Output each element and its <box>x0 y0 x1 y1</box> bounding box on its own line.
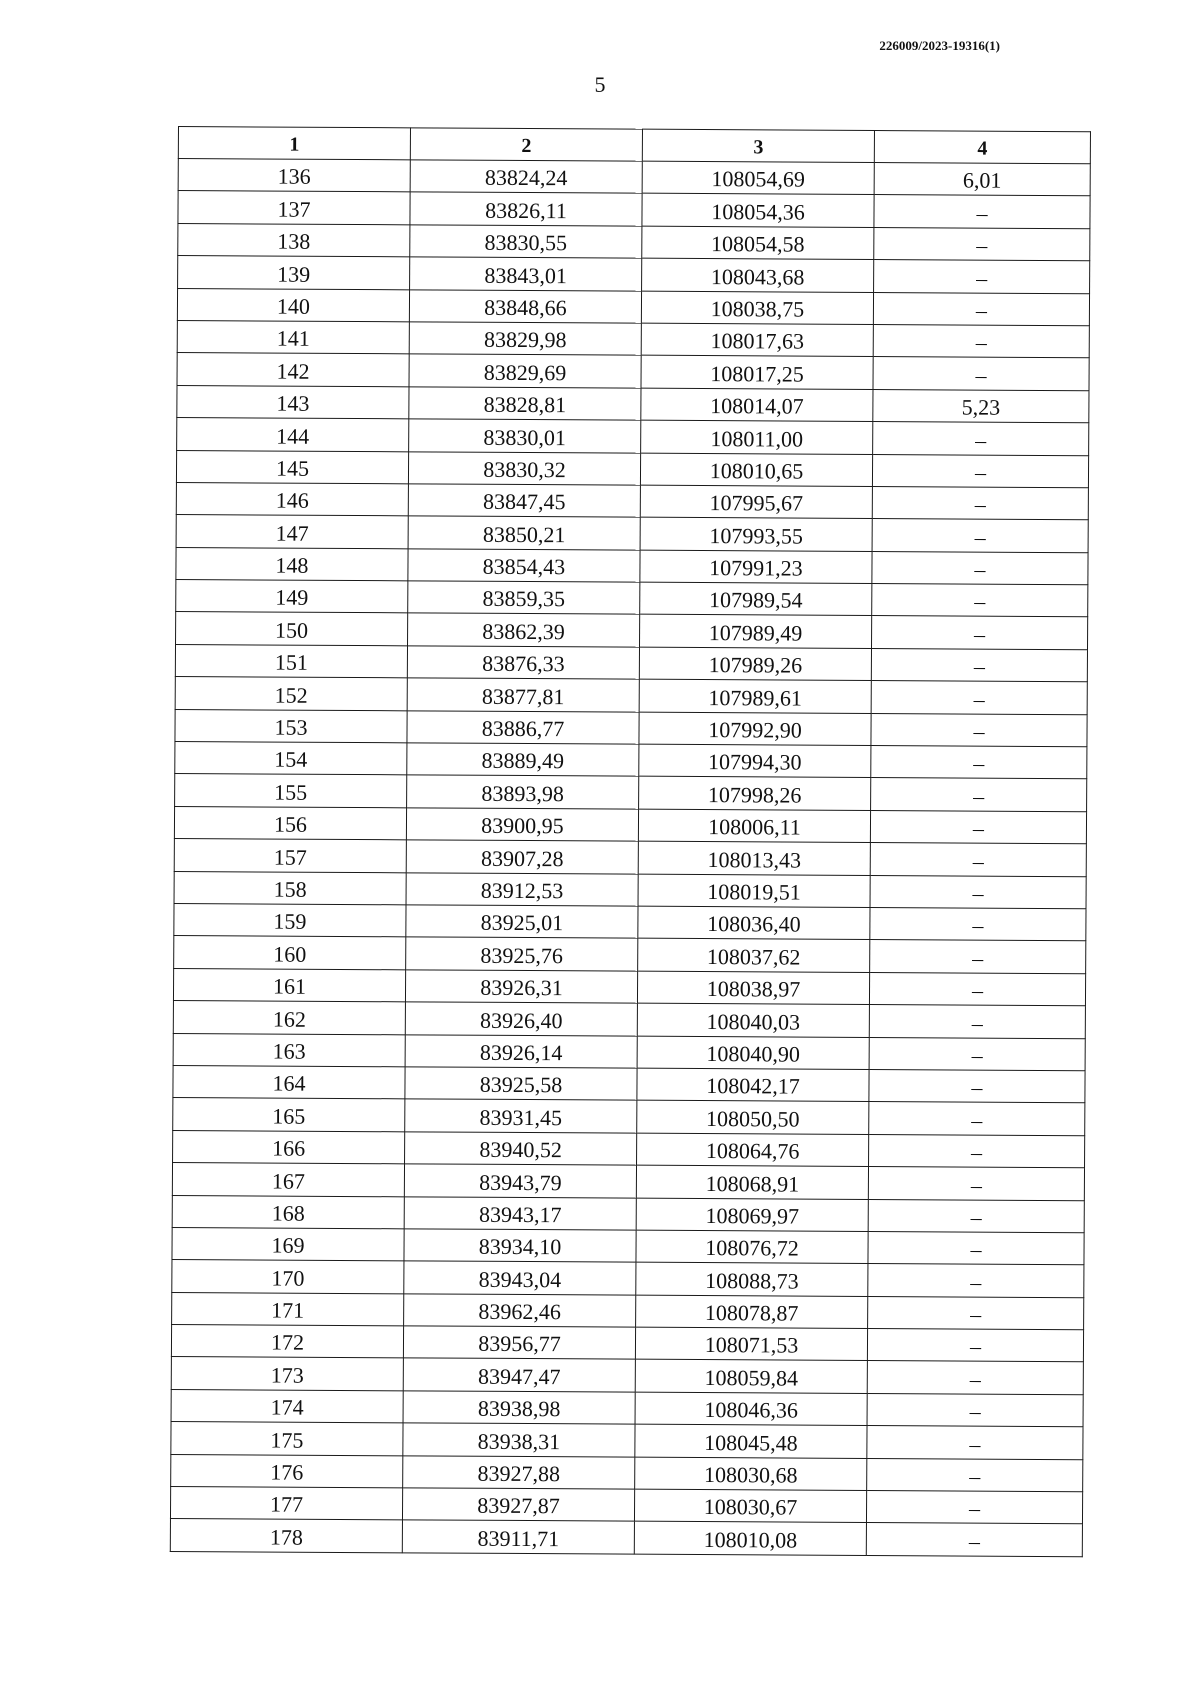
point-number-cell: 148 <box>176 547 408 581</box>
table-row <box>178 191 1090 229</box>
column-header: 1 <box>178 127 410 160</box>
distance-cell: – <box>868 1199 1084 1233</box>
table-row <box>178 223 1090 261</box>
x-coordinate-cell: 83926,14 <box>405 1034 637 1068</box>
x-coordinate-cell: 83934,10 <box>404 1229 636 1263</box>
y-coordinate-cell: 108054,36 <box>642 194 874 228</box>
y-coordinate-cell: 108068,91 <box>636 1165 868 1199</box>
coordinates-table <box>170 126 1091 1557</box>
x-coordinate-cell: 83847,45 <box>408 484 640 518</box>
point-number-cell: 165 <box>173 1098 405 1132</box>
y-coordinate-cell: 108030,67 <box>634 1489 866 1523</box>
table-header <box>178 127 1090 164</box>
x-coordinate-cell: 83943,79 <box>404 1164 636 1198</box>
y-coordinate-cell: 107989,49 <box>640 615 872 649</box>
distance-cell: – <box>871 681 1087 715</box>
table-row <box>171 1325 1083 1363</box>
point-number-cell: 162 <box>173 1001 405 1035</box>
table-row <box>176 547 1088 585</box>
y-coordinate-cell: 108064,76 <box>637 1133 869 1167</box>
table-row <box>178 159 1090 197</box>
table-row <box>175 644 1087 682</box>
distance-cell: – <box>872 486 1088 520</box>
column-header: 2 <box>410 128 642 161</box>
table-row <box>176 515 1088 553</box>
x-coordinate-cell: 83938,98 <box>403 1391 635 1425</box>
x-coordinate-cell: 83830,55 <box>410 225 642 259</box>
point-number-cell: 158 <box>174 871 406 905</box>
x-coordinate-cell: 83956,77 <box>403 1326 635 1360</box>
point-number-cell: 149 <box>176 580 408 614</box>
distance-cell: – <box>869 1134 1085 1168</box>
table-row <box>174 839 1086 877</box>
y-coordinate-cell: 108010,65 <box>640 453 872 487</box>
point-number-cell: 154 <box>175 742 407 776</box>
point-number-cell: 170 <box>172 1260 404 1294</box>
point-number-cell: 175 <box>171 1422 403 1456</box>
table-row <box>174 903 1086 941</box>
table-row <box>171 1357 1083 1395</box>
table-row <box>173 1098 1085 1136</box>
y-coordinate-cell: 108017,63 <box>641 323 873 357</box>
table-row <box>172 1260 1084 1298</box>
point-number-cell: 152 <box>175 677 407 711</box>
point-number-cell: 176 <box>171 1454 403 1488</box>
table-row <box>170 1486 1082 1524</box>
distance-cell: – <box>870 875 1086 909</box>
y-coordinate-cell: 108037,62 <box>638 939 870 973</box>
y-coordinate-cell: 107989,54 <box>640 582 872 616</box>
x-coordinate-cell: 83925,58 <box>405 1067 637 1101</box>
x-coordinate-cell: 83876,33 <box>407 646 639 680</box>
x-coordinate-cell: 83925,01 <box>406 905 638 939</box>
point-number-cell: 171 <box>172 1292 404 1326</box>
y-coordinate-cell: 108059,84 <box>635 1360 867 1394</box>
y-coordinate-cell: 108050,50 <box>637 1100 869 1134</box>
distance-cell: – <box>868 1231 1084 1265</box>
x-coordinate-cell: 83886,77 <box>407 710 639 744</box>
distance-cell: – <box>869 1037 1085 1071</box>
point-number-cell: 138 <box>178 223 410 257</box>
y-coordinate-cell: 108043,68 <box>642 258 874 292</box>
y-coordinate-cell: 107998,26 <box>639 777 871 811</box>
point-number-cell: 178 <box>170 1519 402 1553</box>
point-number-cell: 140 <box>177 288 409 322</box>
distance-cell: – <box>868 1167 1084 1201</box>
y-coordinate-cell: 108078,87 <box>636 1295 868 1329</box>
table-row <box>170 1519 1082 1557</box>
y-coordinate-cell: 108019,51 <box>638 874 870 908</box>
y-coordinate-cell: 108006,11 <box>638 809 870 843</box>
point-number-cell: 151 <box>175 644 407 678</box>
distance-cell: – <box>872 616 1088 650</box>
distance-cell: 5,23 <box>873 389 1089 423</box>
x-coordinate-cell: 83877,81 <box>407 678 639 712</box>
x-coordinate-cell: 83829,69 <box>409 354 641 388</box>
point-number-cell: 150 <box>176 612 408 646</box>
x-coordinate-cell: 83854,43 <box>408 549 640 583</box>
point-number-cell: 145 <box>176 450 408 484</box>
y-coordinate-cell: 108045,48 <box>635 1424 867 1458</box>
table-row <box>172 1163 1084 1201</box>
distance-cell: – <box>869 1102 1085 1136</box>
y-coordinate-cell: 108010,08 <box>634 1522 866 1556</box>
distance-cell: – <box>869 1069 1085 1103</box>
y-coordinate-cell: 108017,25 <box>641 356 873 390</box>
distance-cell: – <box>868 1296 1084 1330</box>
y-coordinate-cell: 108054,69 <box>642 161 874 195</box>
x-coordinate-cell: 83830,32 <box>408 451 640 485</box>
table-row <box>176 450 1088 488</box>
distance-cell: – <box>867 1361 1083 1395</box>
distance-cell: – <box>873 324 1089 358</box>
distance-cell: – <box>872 584 1088 618</box>
point-number-cell: 160 <box>174 936 406 970</box>
point-number-cell: 157 <box>174 839 406 873</box>
x-coordinate-cell: 83938,31 <box>403 1423 635 1457</box>
x-coordinate-cell: 83927,87 <box>402 1488 634 1522</box>
distance-cell: – <box>872 519 1088 553</box>
table-row <box>176 482 1088 520</box>
distance-cell: – <box>867 1458 1083 1492</box>
distance-cell: – <box>866 1523 1082 1557</box>
point-number-cell: 144 <box>177 418 409 452</box>
distance-cell: – <box>874 195 1090 229</box>
y-coordinate-cell: 108038,75 <box>641 291 873 325</box>
y-coordinate-cell: 108088,73 <box>636 1262 868 1296</box>
y-coordinate-cell: 108054,58 <box>642 226 874 260</box>
table-row <box>177 385 1089 423</box>
table-row <box>177 320 1089 358</box>
document-id: 226009/2023-19316(1) <box>879 38 1000 53</box>
y-coordinate-cell: 108013,43 <box>638 841 870 875</box>
table-row <box>175 742 1087 780</box>
table-row <box>173 1065 1085 1103</box>
table-row <box>173 1130 1085 1168</box>
distance-cell: – <box>870 810 1086 844</box>
x-coordinate-cell: 83931,45 <box>405 1099 637 1133</box>
distance-cell: – <box>870 940 1086 974</box>
distance-cell: – <box>874 227 1090 261</box>
x-coordinate-cell: 83859,35 <box>408 581 640 615</box>
point-number-cell: 159 <box>174 903 406 937</box>
distance-cell: – <box>869 972 1085 1006</box>
table-row <box>177 353 1089 391</box>
x-coordinate-cell: 83943,17 <box>404 1196 636 1230</box>
point-number-cell: 146 <box>176 482 408 516</box>
header-row <box>178 127 1090 164</box>
table-row <box>176 580 1088 618</box>
x-coordinate-cell: 83943,04 <box>404 1261 636 1295</box>
distance-cell: – <box>872 551 1088 585</box>
x-coordinate-cell: 83850,21 <box>408 516 640 550</box>
x-coordinate-cell: 83940,52 <box>405 1132 637 1166</box>
point-number-cell: 137 <box>178 191 410 225</box>
table-row <box>171 1422 1083 1460</box>
y-coordinate-cell: 107989,26 <box>639 647 871 681</box>
distance-cell: – <box>867 1329 1083 1363</box>
x-coordinate-cell: 83962,46 <box>404 1293 636 1327</box>
point-number-cell: 172 <box>171 1325 403 1359</box>
point-number-cell: 174 <box>171 1389 403 1423</box>
column-header: 4 <box>874 131 1090 164</box>
point-number-cell: 136 <box>178 159 410 193</box>
point-number-cell: 153 <box>175 709 407 743</box>
distance-cell: – <box>873 422 1089 456</box>
y-coordinate-cell: 108014,07 <box>641 388 873 422</box>
table-row <box>172 1227 1084 1265</box>
point-number-cell: 163 <box>173 1033 405 1067</box>
distance-cell: – <box>867 1393 1083 1427</box>
table-row <box>175 677 1087 715</box>
x-coordinate-cell: 83843,01 <box>410 257 642 291</box>
y-coordinate-cell: 108046,36 <box>635 1392 867 1426</box>
x-coordinate-cell: 83862,39 <box>408 613 640 647</box>
point-number-cell: 143 <box>177 385 409 419</box>
point-number-cell: 142 <box>177 353 409 387</box>
distance-cell: – <box>869 1005 1085 1039</box>
point-number-cell: 169 <box>172 1227 404 1261</box>
x-coordinate-cell: 83824,24 <box>410 160 642 194</box>
distance-cell: 6,01 <box>874 163 1090 197</box>
x-coordinate-cell: 83926,40 <box>405 1002 637 1036</box>
x-coordinate-cell: 83826,11 <box>410 192 642 226</box>
distance-cell: – <box>871 713 1087 747</box>
x-coordinate-cell: 83830,01 <box>409 419 641 453</box>
distance-cell: – <box>867 1426 1083 1460</box>
table-row <box>175 709 1087 747</box>
point-number-cell: 167 <box>172 1163 404 1197</box>
x-coordinate-cell: 83912,53 <box>406 872 638 906</box>
distance-cell: – <box>866 1491 1082 1525</box>
point-number-cell: 177 <box>170 1486 402 1520</box>
distance-cell: – <box>870 843 1086 877</box>
table-row <box>176 612 1088 650</box>
x-coordinate-cell: 83889,49 <box>407 743 639 777</box>
point-number-cell: 168 <box>172 1195 404 1229</box>
point-number-cell: 166 <box>173 1130 405 1164</box>
y-coordinate-cell: 108040,03 <box>637 1003 869 1037</box>
y-coordinate-cell: 107992,90 <box>639 712 871 746</box>
y-coordinate-cell: 107994,30 <box>639 744 871 778</box>
table-row <box>172 1292 1084 1330</box>
y-coordinate-cell: 108076,72 <box>636 1230 868 1264</box>
distance-cell: – <box>871 746 1087 780</box>
page-number: 5 <box>594 72 606 97</box>
point-number-cell: 147 <box>176 515 408 549</box>
point-number-cell: 139 <box>178 256 410 290</box>
coordinates-table-container <box>170 126 1090 1557</box>
table-row <box>173 968 1085 1006</box>
table-row <box>173 1001 1085 1039</box>
table-row <box>171 1454 1083 1492</box>
table-row <box>174 936 1086 974</box>
y-coordinate-cell: 108040,90 <box>637 1036 869 1070</box>
distance-cell: – <box>872 454 1088 488</box>
point-number-cell: 161 <box>173 968 405 1002</box>
point-number-cell: 173 <box>171 1357 403 1391</box>
x-coordinate-cell: 83848,66 <box>409 289 641 323</box>
table-row <box>177 418 1089 456</box>
y-coordinate-cell: 108042,17 <box>637 1068 869 1102</box>
table-body <box>170 159 1090 1557</box>
y-coordinate-cell: 107991,23 <box>640 550 872 584</box>
distance-cell: – <box>868 1264 1084 1298</box>
x-coordinate-cell: 83900,95 <box>406 808 638 842</box>
y-coordinate-cell: 107989,61 <box>639 679 871 713</box>
table-row <box>178 256 1090 294</box>
x-coordinate-cell: 83925,76 <box>406 937 638 971</box>
x-coordinate-cell: 83907,28 <box>406 840 638 874</box>
x-coordinate-cell: 83829,98 <box>409 322 641 356</box>
table-row <box>177 288 1089 326</box>
x-coordinate-cell: 83926,31 <box>405 970 637 1004</box>
point-number-cell: 141 <box>177 320 409 354</box>
distance-cell: – <box>871 778 1087 812</box>
point-number-cell: 156 <box>174 806 406 840</box>
x-coordinate-cell: 83927,88 <box>403 1455 635 1489</box>
distance-cell: – <box>873 292 1089 326</box>
table-row <box>173 1033 1085 1071</box>
distance-cell: – <box>874 260 1090 294</box>
distance-cell: – <box>873 357 1089 391</box>
y-coordinate-cell: 108069,97 <box>636 1198 868 1232</box>
table-row <box>174 806 1086 844</box>
column-header: 3 <box>642 129 874 162</box>
y-coordinate-cell: 108030,68 <box>635 1457 867 1491</box>
table-row <box>174 871 1086 909</box>
table-row <box>172 1195 1084 1233</box>
y-coordinate-cell: 108071,53 <box>635 1327 867 1361</box>
x-coordinate-cell: 83911,71 <box>402 1520 634 1554</box>
y-coordinate-cell: 107995,67 <box>640 485 872 519</box>
y-coordinate-cell: 108011,00 <box>641 420 873 454</box>
point-number-cell: 155 <box>175 774 407 808</box>
distance-cell: – <box>871 648 1087 682</box>
distance-cell: – <box>870 907 1086 941</box>
y-coordinate-cell: 108036,40 <box>638 906 870 940</box>
y-coordinate-cell: 107993,55 <box>640 517 872 551</box>
x-coordinate-cell: 83893,98 <box>407 775 639 809</box>
point-number-cell: 164 <box>173 1065 405 1099</box>
table-row <box>171 1389 1083 1427</box>
x-coordinate-cell: 83828,81 <box>409 387 641 421</box>
y-coordinate-cell: 108038,97 <box>637 971 869 1005</box>
table-row <box>175 774 1087 812</box>
x-coordinate-cell: 83947,47 <box>403 1358 635 1392</box>
